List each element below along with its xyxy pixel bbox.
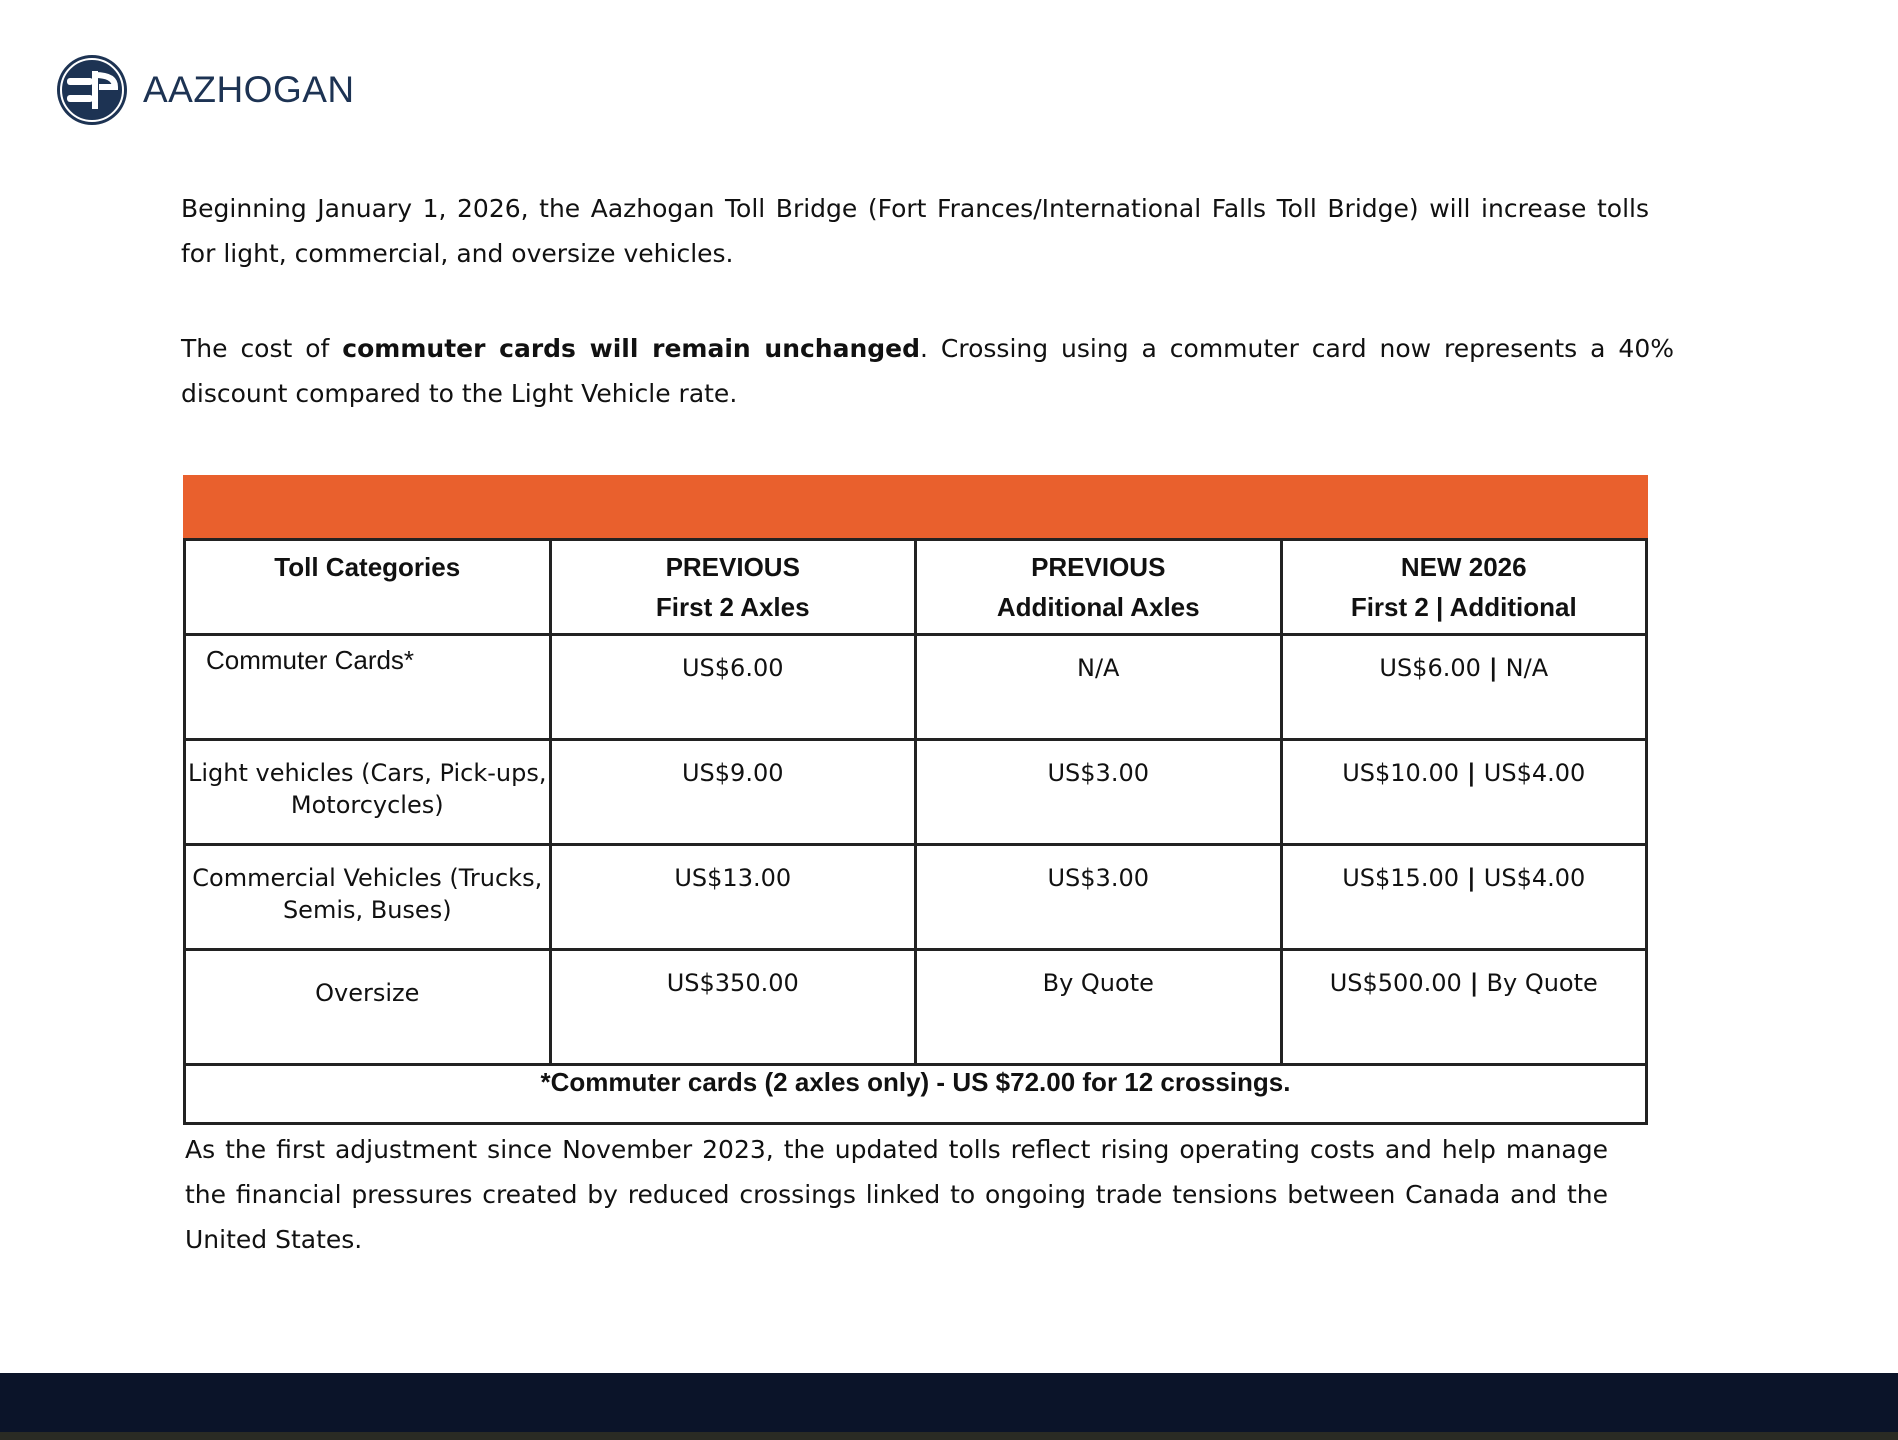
brand-name: AAZHOGAN: [143, 69, 355, 110]
cell-prev-first2: US$6.00: [550, 635, 916, 740]
table-header-row: [185, 540, 1647, 635]
cell-prev-additional: US$3.00: [916, 740, 1282, 845]
table-row: [185, 845, 1647, 950]
row-category: Commuter Cards*: [185, 635, 551, 740]
commuter-card-footnote: *Commuter cards (2 axles only) - US $72.00 for 12 crossings.: [185, 1065, 1647, 1124]
brand-logo[interactable]: [55, 52, 355, 128]
header-toll-categories: Toll Categories: [185, 540, 551, 635]
cell-new-2026: US$15.00 | US$4.00: [1281, 845, 1647, 950]
cell-prev-additional: US$3.00: [916, 845, 1282, 950]
footer-image-strip: [0, 1432, 1898, 1440]
table-row: [185, 635, 1647, 740]
intro-paragraph-1: Beginning January 1, 2026, the Aazhogan Toll Bridge (Fort Frances/International Falls Toll Bridge) will increase tolls for light, commercial, and oversize vehicles.: [181, 194, 1649, 268]
cell-prev-additional: By Quote: [916, 950, 1282, 1065]
cell-new-2026: US$500.00 | By Quote: [1281, 950, 1647, 1065]
row-category: Oversize: [185, 950, 551, 1065]
row-category: Light vehicles (Cars, Pick-ups, Motorcycles): [185, 740, 551, 845]
cell-prev-first2: US$13.00: [550, 845, 916, 950]
intro-paragraph-2: [181, 326, 1674, 416]
row-category: Commercial Vehicles (Trucks, Semis, Buses): [185, 845, 551, 950]
closing-paragraph: As the first adjustment since November 2023, the updated tolls reflect rising operating costs and help manage the financial pressures created by reduced crossings linked to ongoing trade tensions between Canada and the United States.: [185, 1135, 1608, 1254]
intro-paragraph-2-emphasis: commuter cards will remain unchanged: [342, 334, 921, 363]
header-previous-additional-axles: PREVIOUS Additional Axles: [916, 540, 1282, 635]
intro-paragraph-2-suffix: . Crossing using a commuter card now represents a 40% discount compared to the Light Vehicle rate.: [181, 334, 1674, 408]
table-row: [185, 950, 1647, 1065]
table-row: [185, 740, 1647, 845]
cell-prev-first2: US$9.00: [550, 740, 916, 845]
table-header-bar: [183, 475, 1648, 538]
cell-prev-first2: US$350.00: [550, 950, 916, 1065]
aazhogan-logo-icon: [55, 53, 129, 127]
footer-band: [0, 1373, 1898, 1440]
toll-table-container: [183, 475, 1648, 1125]
cell-prev-additional: N/A: [916, 635, 1282, 740]
intro-paragraph-2-prefix: The cost of: [181, 334, 343, 363]
header-previous-first-2-axles: PREVIOUS First 2 Axles: [550, 540, 916, 635]
header-new-2026: NEW 2026 First 2 | Additional: [1281, 540, 1647, 635]
toll-rates-table: [183, 538, 1648, 1125]
cell-new-2026: US$6.00 | N/A: [1281, 635, 1647, 740]
cell-new-2026: US$10.00 | US$4.00: [1281, 740, 1647, 845]
table-footnote-row: [185, 1065, 1647, 1124]
